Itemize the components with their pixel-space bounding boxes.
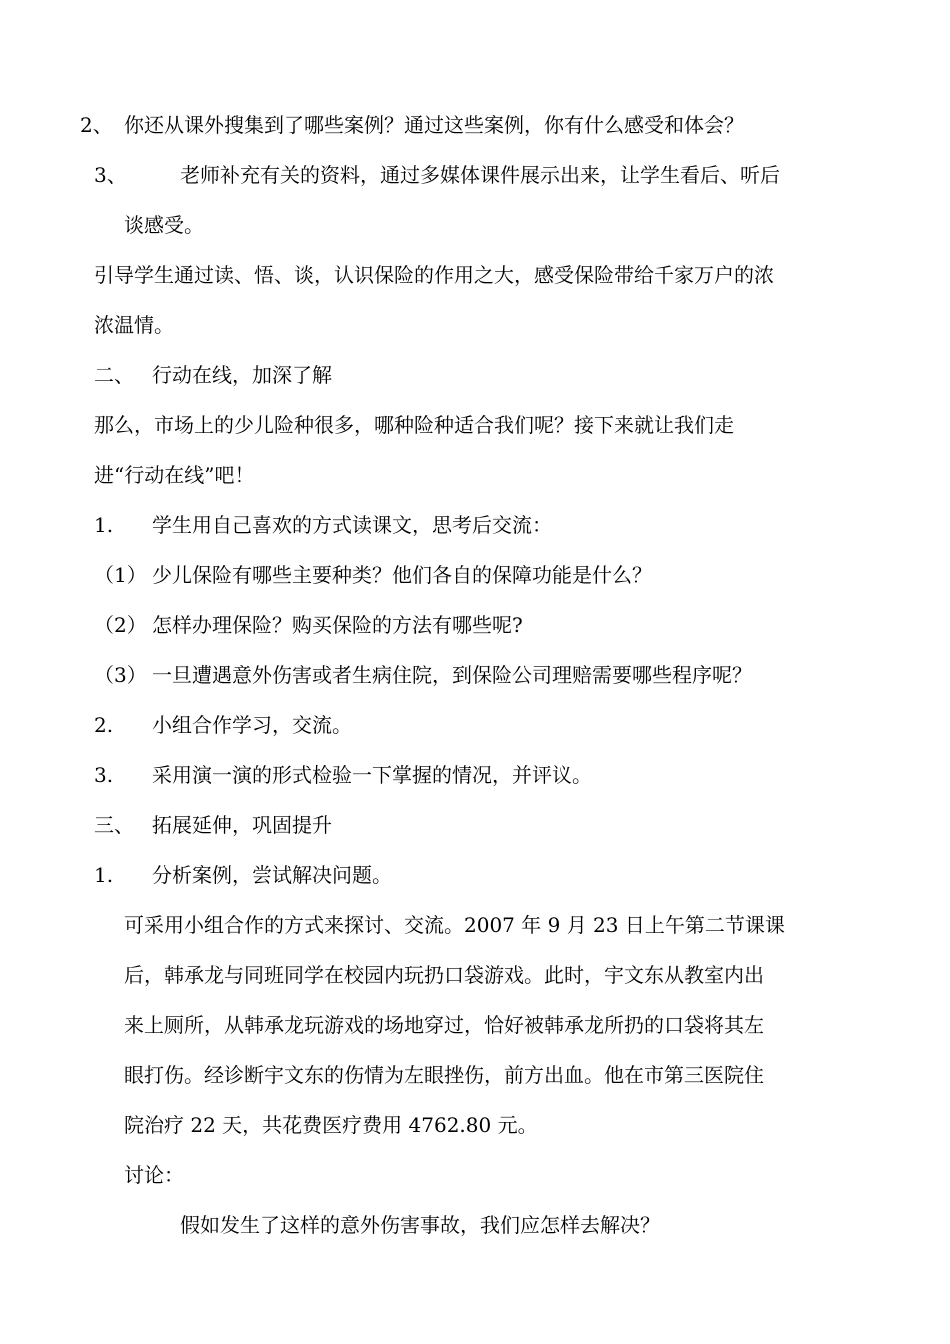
question-text: 一旦遭遇意外伤害或者生病住院，到保险公司理赔需要哪些程序呢？ [152, 663, 752, 687]
question-number: （3） [94, 663, 147, 687]
section-heading: 拓展延伸，巩固提升 [152, 813, 332, 837]
discussion-question: 假如发生了这样的意外伤害事故，我们应怎样去解决？ [180, 1213, 660, 1237]
question-text: 少儿保险有哪些主要种类？他们各自的保障功能是什么？ [152, 563, 652, 587]
list-number: 1. [94, 513, 114, 537]
list-item-text: 小组合作学习，交流。 [152, 713, 352, 737]
paragraph-line: 进“行动在线”吧！ [94, 463, 255, 487]
list-number: 2. [94, 713, 114, 737]
case-line: 后，韩承龙与同班同学在校园内玩扔口袋游戏。此时，宇文东从教室内出 [124, 963, 764, 987]
paragraph-line: 那么，市场上的少儿险种很多，哪种险种适合我们呢？接下来就让我们走 [94, 413, 734, 437]
list-number: 3. [94, 763, 114, 787]
list-item-text: 老师补充有关的资料，通过多媒体课件展示出来，让学生看后、听后 [180, 163, 780, 187]
case-line: 院治疗 22 天，共花费医疗费用 4762.80 元。 [124, 1113, 538, 1137]
case-line: 可采用小组合作的方式来探讨、交流。2007 年 9 月 23 日上午第二节课课 [124, 913, 785, 937]
discussion-label: 讨论： [124, 1163, 184, 1187]
section-number: 二、 [94, 363, 134, 387]
list-item-text: 分析案例，尝试解决问题。 [152, 863, 392, 887]
list-item-text: 学生用自己喜欢的方式读课文，思考后交流： [152, 513, 552, 537]
list-item-text-continued: 谈感受。 [124, 213, 204, 237]
list-number: 1. [94, 863, 114, 887]
question-number: （2） [94, 613, 147, 637]
paragraph-line: 浓温情。 [94, 313, 174, 337]
list-number: 3、 [94, 163, 127, 187]
list-item-text: 你还从课外搜集到了哪些案例？通过这些案例，你有什么感受和体会？ [124, 113, 744, 137]
case-line: 来上厕所，从韩承龙玩游戏的场地穿过，恰好被韩承龙所扔的口袋将其左 [124, 1013, 764, 1037]
section-heading: 行动在线，加深了解 [152, 363, 332, 387]
question-number: （1） [94, 563, 147, 587]
list-number: 2、 [80, 113, 113, 137]
question-text: 怎样办理保险？购买保险的方法有哪些呢? [152, 613, 523, 637]
section-number: 三、 [94, 813, 134, 837]
list-item-text: 采用演一演的形式检验一下掌握的情况，并评议。 [152, 763, 592, 787]
paragraph-line: 引导学生通过读、悟、谈，认识保险的作用之大，感受保险带给千家万户的浓 [94, 263, 774, 287]
case-line: 眼打伤。经诊断宇文东的伤情为左眼挫伤，前方出血。他在市第三医院住 [124, 1063, 764, 1087]
